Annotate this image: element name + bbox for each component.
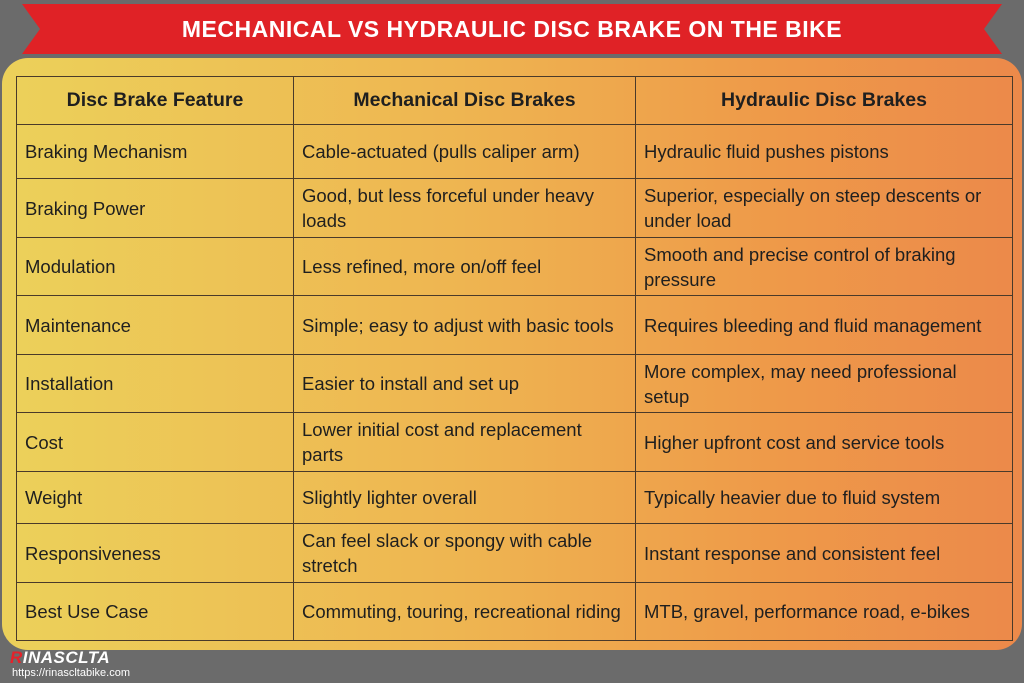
table-row: [17, 238, 1013, 296]
feature-cell: Responsiveness: [17, 524, 294, 583]
mechanical-cell: Commuting, touring, recreational riding: [294, 583, 636, 641]
brand-logo-rest: INASCLTA: [22, 648, 111, 667]
feature-cell: Maintenance: [17, 296, 294, 355]
feature-cell: Best Use Case: [17, 583, 294, 641]
table-row: [17, 472, 1013, 524]
feature-cell: Braking Power: [17, 179, 294, 238]
hydraulic-cell: Typically heavier due to fluid system: [636, 472, 1013, 524]
mechanical-cell: Slightly lighter overall: [294, 472, 636, 524]
brand-url[interactable]: https://rinascltabike.com: [12, 667, 130, 679]
table-row: [17, 125, 1013, 179]
brand-name: [10, 649, 130, 667]
feature-cell: Cost: [17, 413, 294, 472]
hydraulic-cell: Smooth and precise control of braking pressure: [636, 238, 1013, 296]
feature-cell: Modulation: [17, 238, 294, 296]
hydraulic-cell: MTB, gravel, performance road, e-bikes: [636, 583, 1013, 641]
hydraulic-cell: More complex, may need professional setup: [636, 355, 1013, 413]
mechanical-cell: Lower initial cost and replacement parts: [294, 413, 636, 472]
hydraulic-cell: Higher upfront cost and service tools: [636, 413, 1013, 472]
brand-logo: [10, 649, 130, 680]
hydraulic-cell: Superior, especially on steep descents or under load: [636, 179, 1013, 238]
header-hydraulic: Hydraulic Disc Brakes: [636, 77, 1013, 125]
header-mechanical: Mechanical Disc Brakes: [294, 77, 636, 125]
brand-logo-letter: R: [10, 648, 23, 667]
header-feature: Disc Brake Feature: [17, 77, 294, 125]
table-row: [17, 355, 1013, 413]
mechanical-cell: Easier to install and set up: [294, 355, 636, 413]
table-row: [17, 179, 1013, 238]
feature-cell: Installation: [17, 355, 294, 413]
page-title: MECHANICAL VS HYDRAULIC DISC BRAKE ON THE BIKE: [181, 15, 843, 42]
hydraulic-cell: Requires bleeding and fluid management: [636, 296, 1013, 355]
table-row: [17, 413, 1013, 472]
mechanical-cell: Cable-actuated (pulls caliper arm): [294, 125, 636, 179]
table-row: [17, 524, 1013, 583]
feature-cell: Braking Mechanism: [17, 125, 294, 179]
mechanical-cell: Simple; easy to adjust with basic tools: [294, 296, 636, 355]
table-row: [17, 583, 1013, 641]
table-row: [17, 296, 1013, 355]
feature-cell: Weight: [17, 472, 294, 524]
mechanical-cell: Can feel slack or spongy with cable stretch: [294, 524, 636, 583]
comparison-table: [16, 76, 1013, 641]
hydraulic-cell: Instant response and consistent feel: [636, 524, 1013, 583]
title-banner: [22, 4, 1002, 54]
table-header-row: [17, 77, 1013, 125]
mechanical-cell: Good, but less forceful under heavy loads: [294, 179, 636, 238]
mechanical-cell: Less refined, more on/off feel: [294, 238, 636, 296]
hydraulic-cell: Hydraulic fluid pushes pistons: [636, 125, 1013, 179]
